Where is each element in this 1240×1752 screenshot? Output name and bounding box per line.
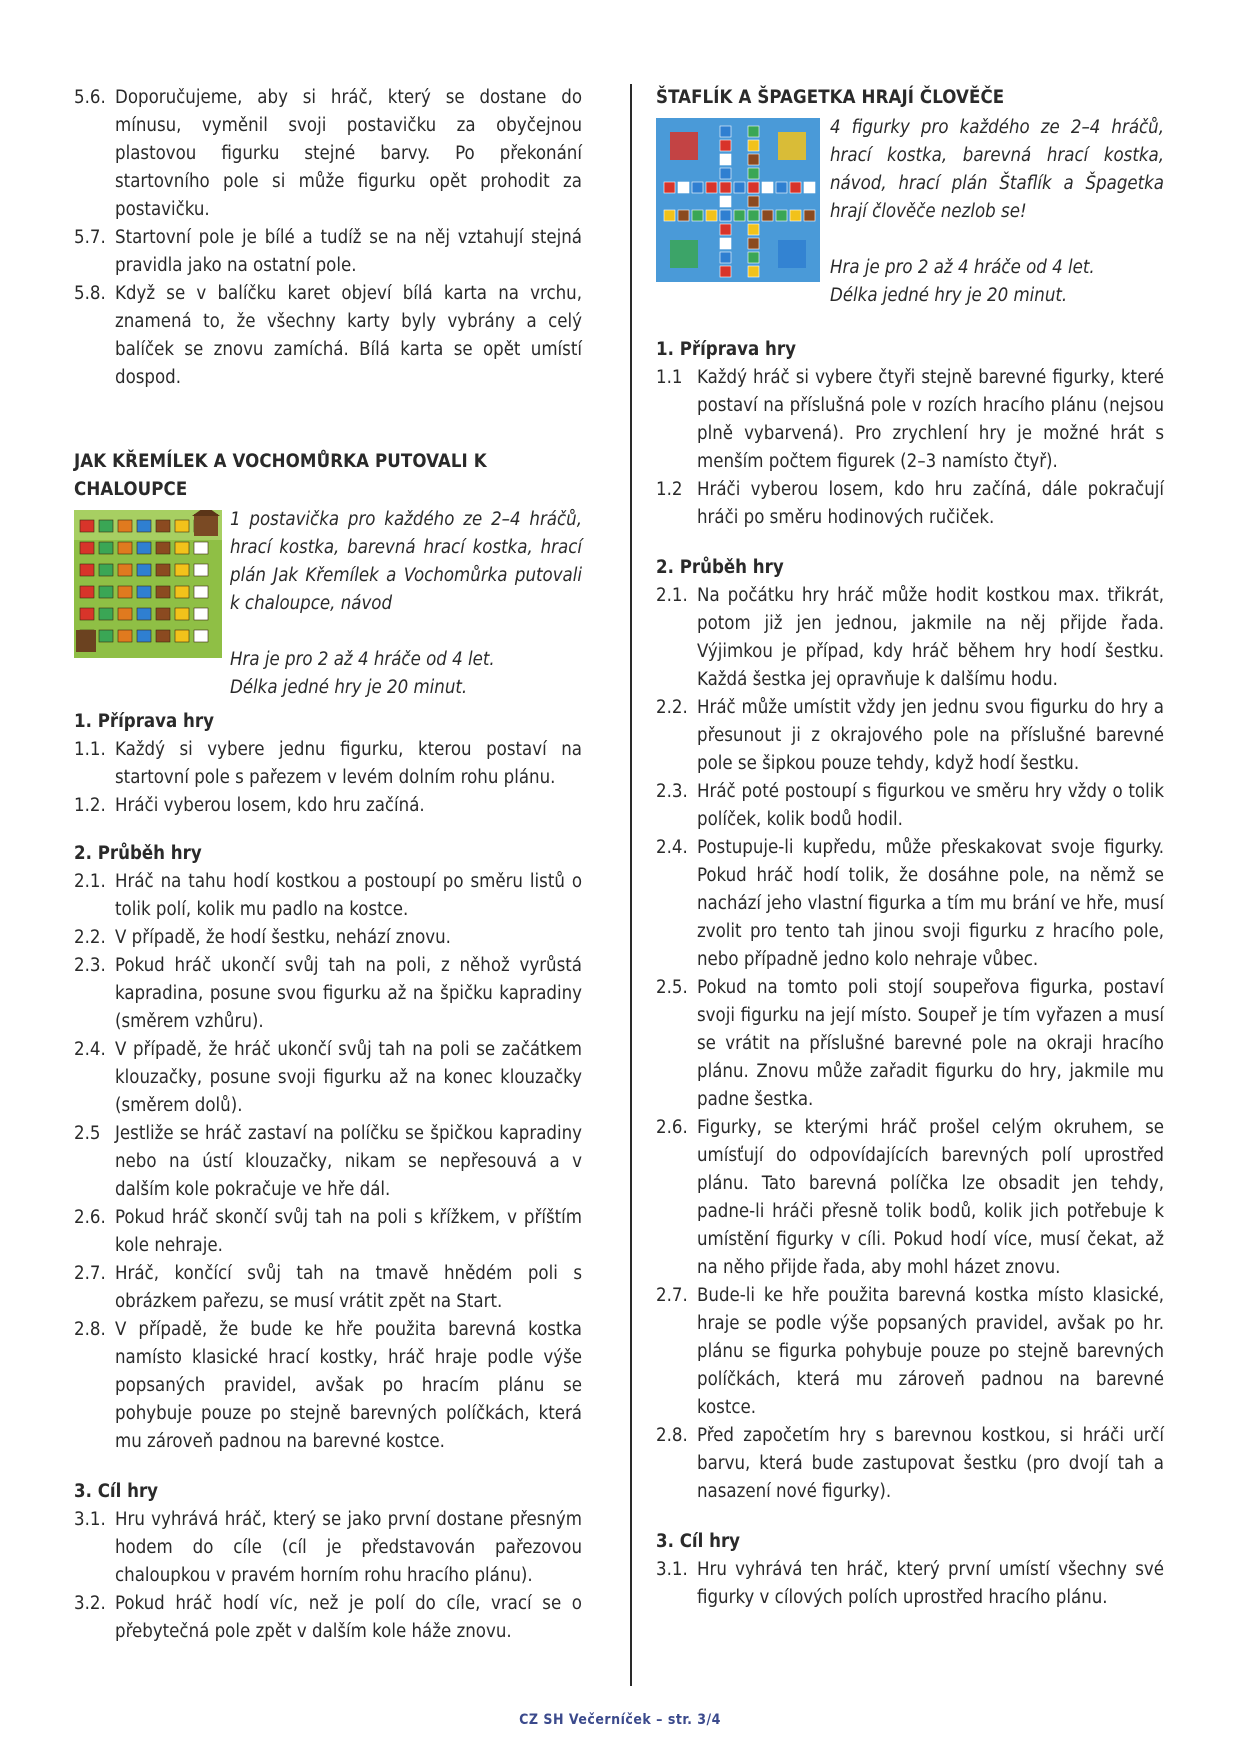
rule-item	[74, 1120, 582, 1204]
rule-text: Na počátku hry hráč může hodit kostkou max. třikrát, potom již jen jednou, jakmile na něj přijde řada. Výjimkou je případ, kdy hráč během hry hodí šestku. Každá šestka jej opravňuje k dalšímu hodu.	[697, 585, 1164, 690]
intro-text-staflik	[820, 114, 1164, 310]
goal-list-left	[74, 1506, 582, 1646]
rule-item	[74, 1506, 582, 1590]
column-divider	[630, 84, 632, 1686]
rule-number: 2.3.	[74, 955, 106, 976]
rule-number: 1.1.	[74, 739, 106, 760]
intro-text-kremilek	[222, 506, 582, 702]
rule-number: 3.1.	[74, 1509, 106, 1530]
rule-number: 2.7.	[656, 1285, 688, 1306]
rule-text: Doporučujeme, aby si hráč, který se dostane do mínusu, vyměnil svoji postavičku za obyčejnou plastovou figurku stejné barvy. Po překonání startovního pole si může figurku opět prohodit za postavičku.	[115, 87, 582, 220]
rule-number: 5.6.	[74, 87, 106, 108]
game-intro-kremilek	[74, 506, 582, 702]
rule-text: Každý si vybere jednu figurku, kterou postaví na startovní pole s pařezem v levém dolním rohu plánu.	[115, 739, 582, 788]
rule-item	[74, 84, 582, 224]
rule-item	[656, 1556, 1164, 1612]
rule-text: Pokud hráč skončí svůj tah na poli s křížkem, v příštím kole nehraje.	[115, 1207, 582, 1256]
intro-line-duration: Délka jedné hry je 20 minut.	[830, 285, 1068, 306]
rule-text: Každý hráč si vybere čtyři stejně barevné figurky, které postaví na příslušná pole v rozích hracího plánu (nejsou plně vybarvená). Pro zrychlení hry je možné hrát s menším počtem figurek (2–3 namísto čtyř).	[697, 367, 1164, 472]
section-title-setup-right: 1. Příprava hry	[656, 339, 796, 360]
game-title-kremilek: JAK KŘEMÍLEK A VOCHOMŮRKA PUTOVALI K CHALOUPCE	[74, 451, 487, 500]
rule-text: Hráč poté postoupí s figurkou ve směru hry vždy o tolik políček, kolik bodů hodil.	[697, 781, 1164, 830]
intro-line-duration: Délka jedné hry je 20 minut.	[230, 677, 468, 698]
rule-text: Hráč na tahu hodí kostkou a postoupí po směru listů o tolik polí, kolik mu padlo na kostce.	[115, 871, 582, 920]
rule-item	[656, 1282, 1164, 1422]
rule-item	[656, 364, 1164, 476]
rule-number: 2.6.	[74, 1207, 106, 1228]
rule-text: Hráč, končící svůj tah na tmavě hnědém poli s obrázkem pařezu, se musí vrátit zpět na Start.	[115, 1263, 582, 1312]
section-title-setup-left: 1. Příprava hry	[74, 711, 214, 732]
rule-number: 2.4.	[74, 1039, 106, 1060]
game-title-staflik: ŠTAFLÍK A ŠPAGETKA HRAJÍ ČLOVĚČE	[656, 87, 1005, 108]
rule-text: Jestliže se hráč zastaví na políčku se špičkou kapradiny nebo na ústí klouzačky, nikam se nepřesouvá a v dalším kole pokračuje ve hře dál.	[115, 1123, 582, 1200]
rule-number: 2.5.	[656, 977, 688, 998]
rules-continued-list	[74, 84, 582, 392]
rule-text: Hráči vyberou losem, kdo hru začíná, dále pokračují hráči po směru hodinových ručiček.	[697, 479, 1164, 528]
intro-line-players: Hra je pro 2 až 4 hráče od 4 let.	[230, 649, 495, 670]
rule-text: Hráč může umístit vždy jen jednu svou figurku do hry a přesunout ji z okrajového pole na příslušné barevné pole se šipkou pouze tehdy, když hodí šestku.	[697, 697, 1164, 774]
rule-text: V případě, že bude ke hře použita barevná kostka namísto klasické hrací kostky, hráč hraje podle výše popsaných pravidel, avšak po hracím plánu se pohybuje pouze po stejně barevných políčkách, která mu zároveň padnou na barevné kostce.	[115, 1319, 582, 1452]
rule-item	[74, 736, 582, 792]
rule-text: Pokud na tomto poli stojí soupeřova figurka, postaví svoji figurku na její místo. Soupeř je tím vyřazen a musí se vrátit na příslušné barevné pole na okraji hracího plánu. Znovu může zařadit figurku do hry, jakmile mu padne šestka.	[697, 977, 1164, 1110]
rule-number: 2.6.	[656, 1117, 688, 1138]
rule-text: Startovní pole je bílé a tudíž se na něj vztahují stejná pravidla jako na ostatní pole.	[115, 227, 582, 276]
rule-number: 2.3.	[656, 781, 688, 802]
rule-number: 2.4.	[656, 837, 688, 858]
rule-item	[656, 834, 1164, 974]
rule-item	[74, 224, 582, 280]
page-footer: CZ SH Večerníček – str. 3/4	[519, 1712, 721, 1728]
rule-number: 2.1.	[74, 871, 106, 892]
section-title-goal-left: 3. Cíl hry	[74, 1481, 159, 1502]
rule-number: 2.1.	[656, 585, 688, 606]
intro-line-players: Hra je pro 2 až 4 hráče od 4 let.	[830, 257, 1095, 278]
rule-number: 5.7.	[74, 227, 106, 248]
game-intro-staflik	[656, 114, 1164, 310]
rule-item	[656, 1422, 1164, 1506]
rule-text: Postupuje-li kupředu, může přeskakovat svoje figurky. Pokud hráč hodí tolik, že dosáhne pole, na němž se nachází jeho vlastní figurka a tím mu brání ve hře, musí zvolit pro tento tah jinou svoji figurku z hracího pole, nebo případně jedno kolo nehraje vůbec.	[697, 837, 1164, 970]
rule-item	[74, 280, 582, 392]
rule-item	[656, 694, 1164, 778]
section-title-goal-right: 3. Cíl hry	[656, 1531, 741, 1552]
rule-item	[74, 1204, 582, 1260]
rule-number: 2.8.	[74, 1319, 106, 1340]
gameplay-list-right	[656, 582, 1164, 1506]
board-thumbnail-kremilek	[74, 510, 222, 658]
board-thumbnail-staflik	[656, 118, 820, 282]
setup-list-left	[74, 736, 582, 820]
rule-item	[656, 582, 1164, 694]
rule-number: 3.2.	[74, 1593, 106, 1614]
rule-item	[74, 952, 582, 1036]
rule-number: 2.7.	[74, 1263, 106, 1284]
rule-item	[74, 1036, 582, 1120]
staflik-board-illustration	[656, 118, 820, 282]
rule-text: Pokud hráč hodí víc, než je polí do cíle, vrací se o přebytečná pole zpět v dalším kole háže znovu.	[115, 1593, 582, 1642]
left-column	[74, 84, 582, 1646]
rule-item	[656, 1114, 1164, 1282]
rule-text: Hráči vyberou losem, kdo hru začíná.	[115, 795, 425, 816]
rule-text: V případě, že hodí šestku, nehází znovu.	[115, 927, 451, 948]
rule-text: Když se v balíčku karet objeví bílá karta na vrchu, znamená to, že všechny karty byly vybrány a celý balíček se znovu zamíchá. Bílá karta se opět umístí dospod.	[115, 283, 582, 388]
goal-list-right	[656, 1556, 1164, 1612]
rule-number: 1.1	[656, 367, 683, 388]
rule-number: 1.2	[656, 479, 683, 500]
section-title-gameplay-right: 2. Průběh hry	[656, 557, 784, 578]
rule-text: Před započetím hry s barevnou kostkou, si hráči určí barvu, která bude zastupovat šestku (pro dvojí tah a nasazení nové figurky).	[697, 1425, 1164, 1502]
rule-item	[656, 778, 1164, 834]
rule-number: 2.2.	[656, 697, 688, 718]
rule-text: Hru vyhrává hráč, který se jako první dostane přesným hodem do cíle (cíl je představován pařezovou chaloupkou v pravém horním rohu hracího plánu).	[115, 1509, 582, 1586]
rule-number: 3.1.	[656, 1559, 688, 1580]
rule-text: Pokud hráč ukončí svůj tah na poli, z něhož vyrůstá kapradina, posune svou figurku až na špičku kapradiny (směrem vzhůru).	[115, 955, 582, 1032]
gameplay-list-left	[74, 868, 582, 1456]
rule-item	[74, 1260, 582, 1316]
rule-item	[74, 868, 582, 924]
rule-number: 2.2.	[74, 927, 106, 948]
section-title-gameplay-left: 2. Průběh hry	[74, 843, 202, 864]
rule-number: 5.8.	[74, 283, 106, 304]
right-column	[656, 84, 1164, 1612]
rule-item	[74, 1590, 582, 1646]
rule-item	[656, 974, 1164, 1114]
rule-text: Hru vyhrává ten hráč, který první umístí všechny své figurky v cílových polích uprostřed hracího plánu.	[697, 1559, 1164, 1608]
rule-item	[74, 792, 582, 820]
intro-line-components: 4 figurky pro každého ze 2–4 hráčů, hrací kostka, barevná hrací kostka, návod, hrací plán Štaflík a Špagetka hrají člověče nezlob se!	[830, 117, 1164, 222]
rule-item	[656, 476, 1164, 532]
rule-number: 2.5	[74, 1123, 101, 1144]
rule-number: 1.2.	[74, 795, 106, 816]
setup-list-right	[656, 364, 1164, 532]
intro-line-components: 1 postavička pro každého ze 2–4 hráčů, hrací kostka, barevná hrací kostka, hrací plán Jak Křemílek a Vochomůrka putovali k chaloupce, návod	[230, 509, 582, 614]
rule-text: V případě, že hráč ukončí svůj tah na poli se začátkem klouzačky, posune svoji figurku až na konec klouzačky (směrem dolů).	[115, 1039, 582, 1116]
rule-text: Bude-li ke hře použita barevná kostka místo klasické, hraje se podle výše popsaných pravidel, avšak po hr. plánu se figurka pohybuje pouze po stejně barevných políčkách, která mu zároveň padnou na barevné kostce.	[697, 1285, 1164, 1418]
kremilek-board-illustration	[74, 510, 222, 658]
rule-number: 2.8.	[656, 1425, 688, 1446]
rule-item	[74, 924, 582, 952]
rule-text: Figurky, se kterými hráč prošel celým okruhem, se umísťují do odpovídajících barevných polí uprostřed plánu. Tato barevná políčka lze obsadit jen tehdy, padne-li hráči přesně tolik bodů, kolik jich potřebuje k umístění figurky v cíli. Pokud hodí více, musí čekat, až na něho přijde řada, aby mohl házet znovu.	[697, 1117, 1164, 1278]
rule-item	[74, 1316, 582, 1456]
